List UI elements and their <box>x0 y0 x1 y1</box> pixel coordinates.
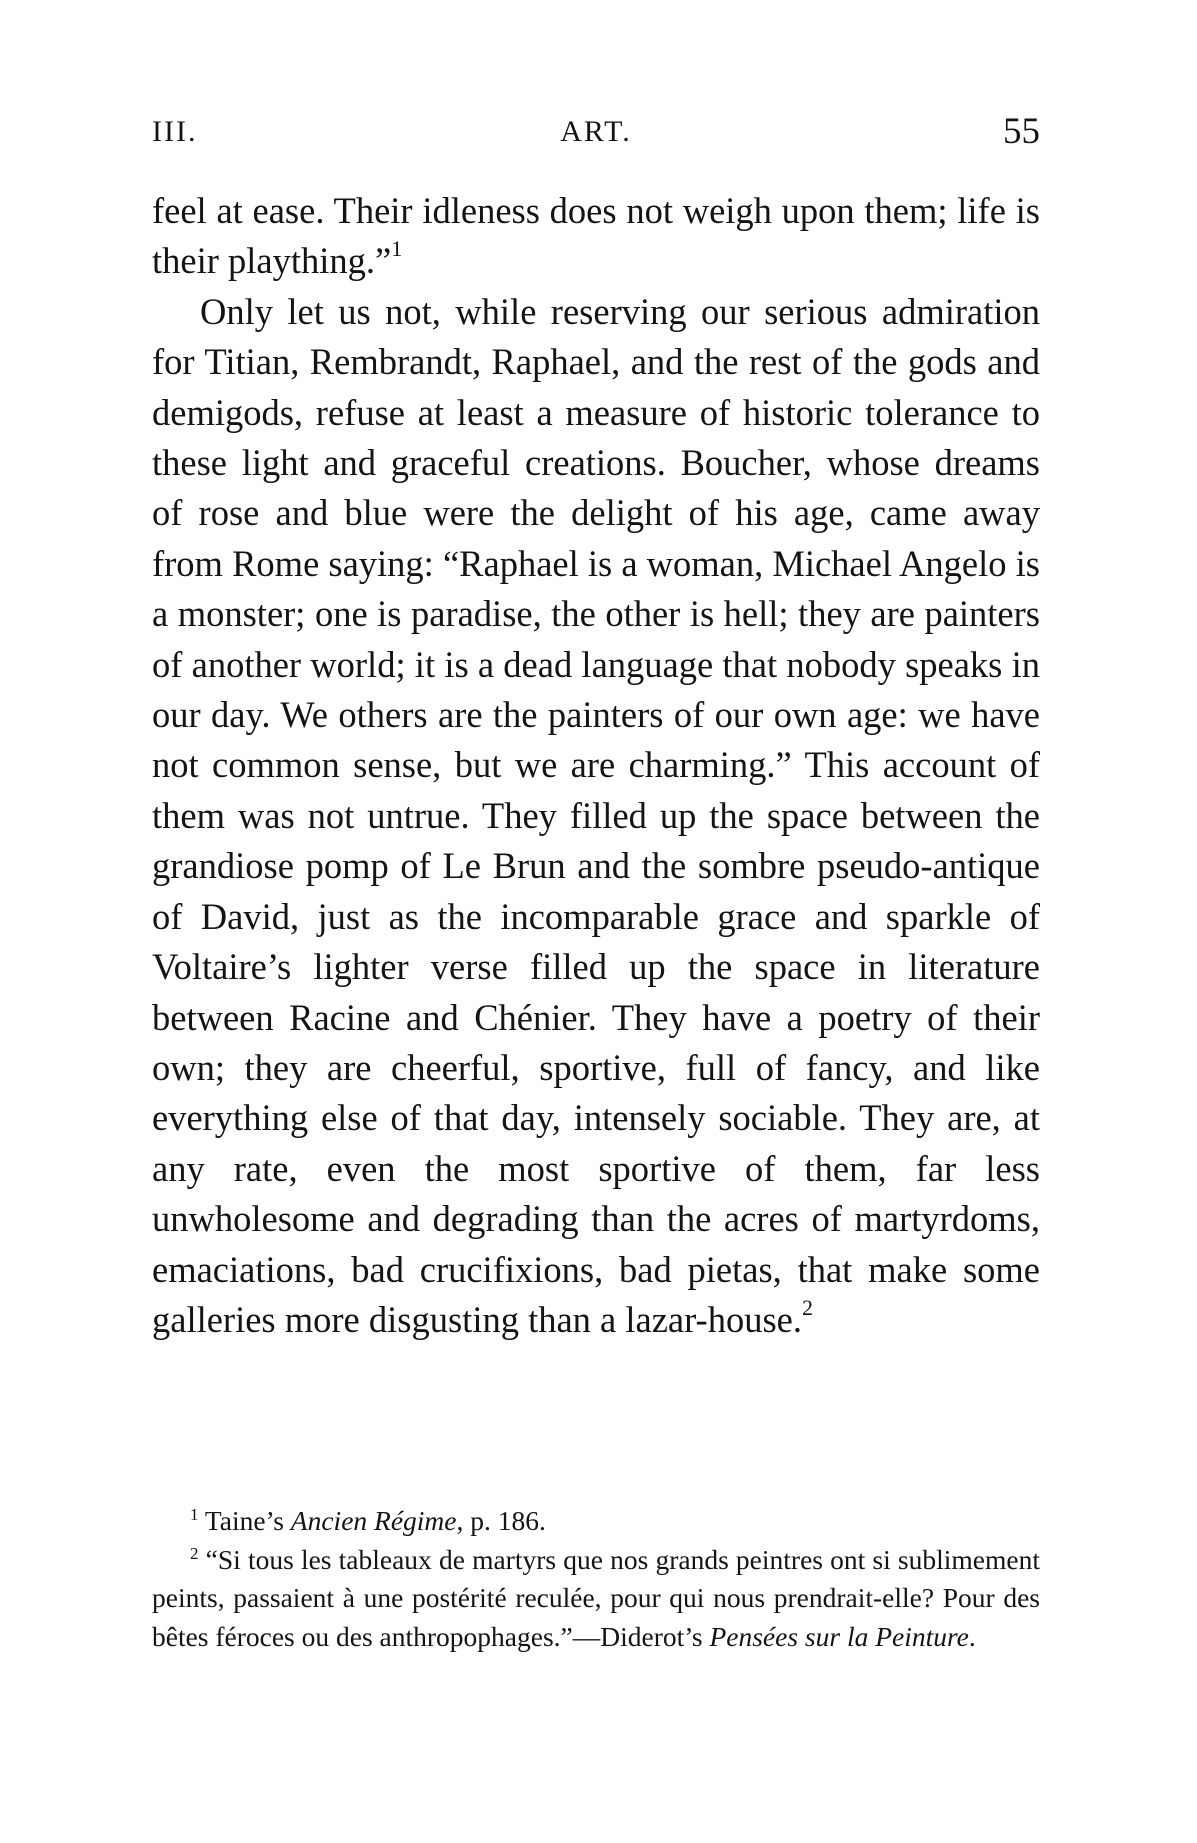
footnote-1 <box>152 1502 1040 1541</box>
footnote-1-after: , p. 186. <box>456 1505 546 1536</box>
footnote-2-marker: 2 <box>190 1543 199 1563</box>
chapter-number: III. <box>152 115 198 148</box>
footnote-1-marker: 1 <box>190 1504 199 1524</box>
footnote-ref-1: 1 <box>391 236 403 262</box>
footnote-2-title: Pensées sur la Peinture <box>709 1620 969 1652</box>
paragraph-2-text: Only let us not, while reserving our serious admiration for Titian, Rembrandt, Raphael, and the rest of the gods and demigods, refuse at least a measure of historic tolerance to these light and graceful creations. Boucher, whose dreams of rose and blue were the delight of his age, came away from Rome saying: “Raphael is a woman, Michael Angelo is a monster; one is paradise, the other is hell; they are painters of another world; it is a dead language that nobody speaks in our day. We others are the painters of our own age: we have not common sense, but we are charming.” This account of them was not untrue. They filled up the space between the grandiose pomp of Le Brun and the sombre pseudo-antique of David, just as the incomparable grace and sparkle of Voltaire’s lighter verse filled up the space in literature between Racine and Chénier. They have a poetry of their own; they are cheerful, sportive, full of fancy, and like everything else of that day, intensely sociable. They are, at any rate, even the most sportive of them, far less unwholesome and degrading than the acres of martyrdoms, emaciations, bad crucifixions, bad pietas, that make some galleries more disgusting than a lazar-house. <box>152 290 1040 1340</box>
footnote-1-title: Ancien Régime <box>290 1505 457 1536</box>
paragraph-2 <box>152 287 1040 1346</box>
running-title: ART. <box>560 115 632 148</box>
body-text <box>152 186 1040 1345</box>
footnote-2-text: “Si tous les tableaux de martyrs que nos grands peintres ont si sublimement peints, passaient à une postérité reculée, pour qui nous prendrait-elle? Pour des bêtes féroces ou des anthropophages.”—Diderot’s <box>152 1543 1040 1652</box>
footnote-1-text: Taine’s <box>204 1505 291 1536</box>
footnotes <box>152 1502 1040 1656</box>
running-head <box>152 110 1040 154</box>
paragraph-1-text: feel at ease. Their idleness does not weigh upon them; life is their plaything.” <box>152 190 1040 282</box>
page-number: 55 <box>1003 111 1040 152</box>
paragraph-1 <box>152 186 1040 287</box>
footnote-2-after: . <box>968 1620 976 1652</box>
footnote-ref-2: 2 <box>801 1294 813 1320</box>
footnote-2 <box>152 1541 1040 1657</box>
